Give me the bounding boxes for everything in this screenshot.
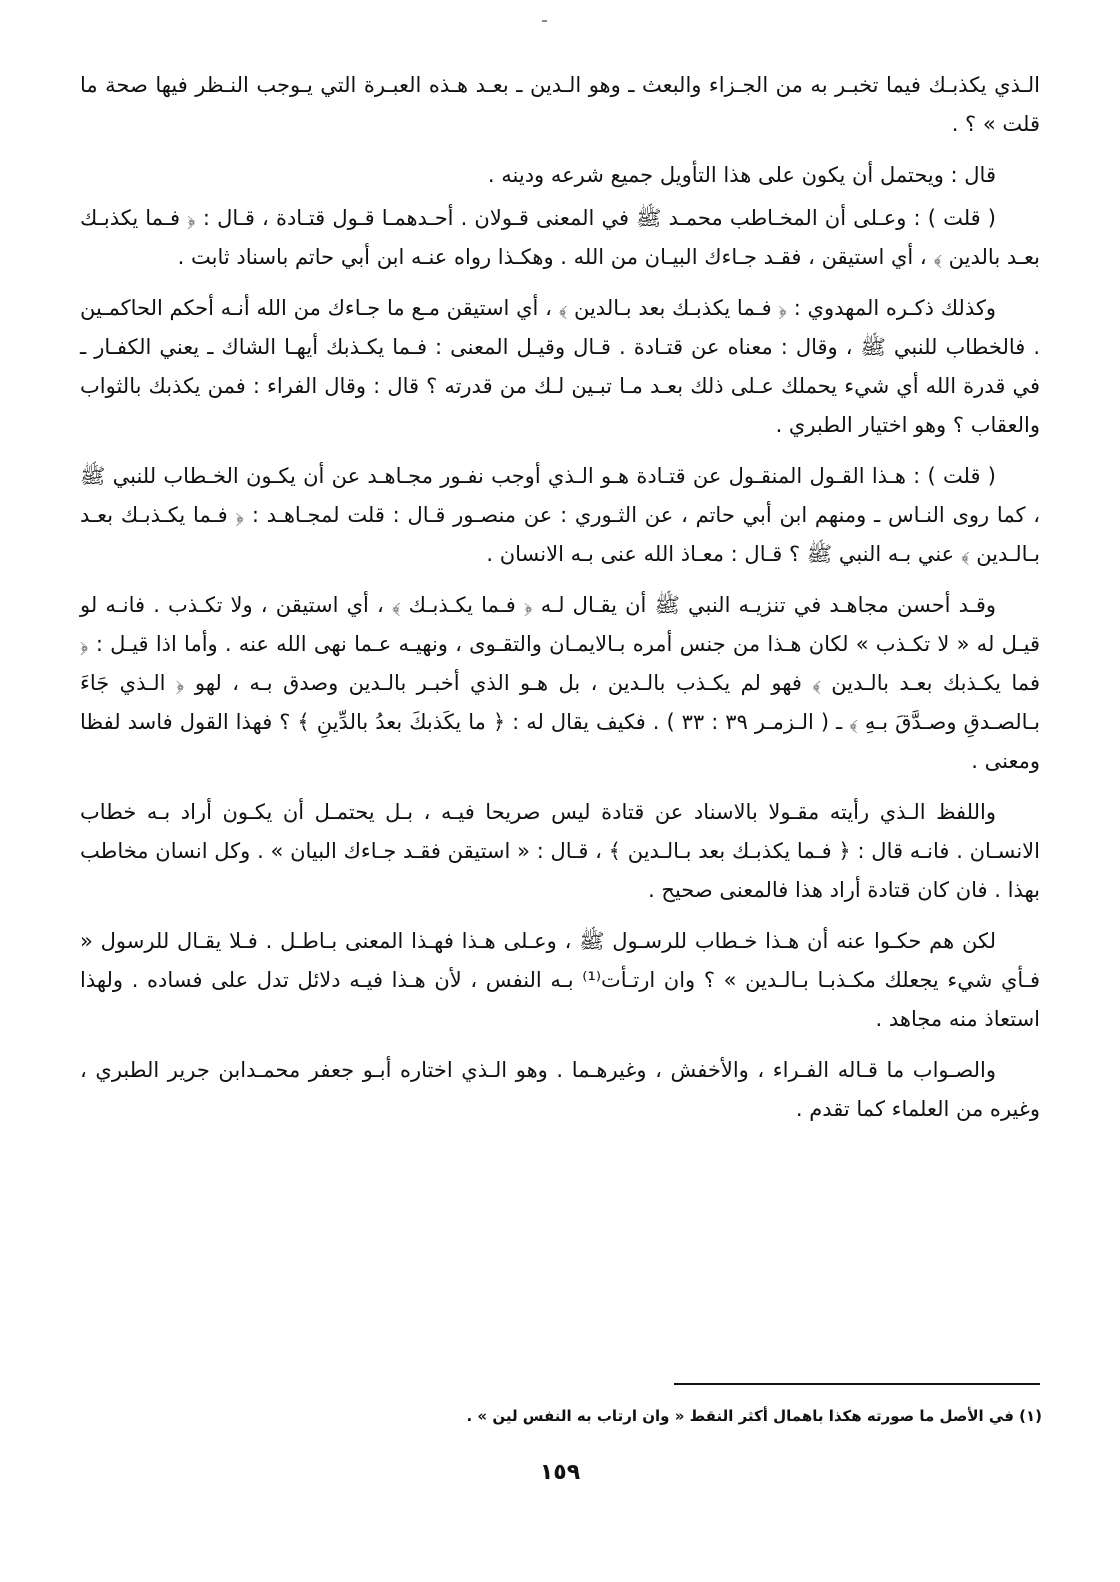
paragraph-5: ( قلت ) : هـذا القـول المنقـول عن قتـادة هـو الـذي أوجب نفـور مجـاهـد عن أن يكـون الخـطاب للنبي ﷺ ، كما روى النـاس ـ ومنهم ابن أبي حاتم ، عن الثـوري : عن منصـور قـال : قلت لمجـاهـد : ﴿ فـما يكـذبـك بعـد بـالـدين ﴾ عني بـه النبي ﷺ ؟ قـال : معـاذ الله عنى بـه الانسان . [80,464,1040,566]
footnote-1: (١) في الأصل ما صورته هكذا باهمال أكثر النقط « وان ارتاب به النفس لين » . [466,1407,1042,1425]
paragraph-4: وكذلك ذكـره المهدوي : ﴿ فـما يكذبـك بعد بـالدين ﴾ ، أي استيقن مـع ما جـاءك من الله أنـه أحكم الحاكمـين . فالخطاب للنبي ﷺ ، وقال : معناه عن قتـادة . قـال وقيـل المعنى : فـما يكـذبك أيهـا الشاك ـ يعني الكفـار ـ في قدرة الله أي شيء يحملك عـلى ذلك بعـد مـا تبـين لـك من قدرته ؟ قال : وقال الفراء : فمن يكذبك بالثواب والعقاب ؟ وهو اختيار الطبري . [80,296,1040,437]
paragraph-2: قال : ويحتمل أن يكون على هذا التأويل جميع شرعه ودينه . [487,163,996,187]
footnote-separator [674,1383,1040,1385]
paragraph-6: وقـد أحسن مجاهـد في تنزيـه النبي ﷺ أن يقـال لـه ﴿ فـما يكـذبـك ﴾ ، أي استيقن ، ولا تكـذب . فانـه لو قيـل له « لا تكـذب » لكان هـذا من جنس أمره بـالايمـان والتقـوى ، ونهيـه عـما نهى الله عنه . وأما اذا قيـل : ﴿ فما يكـذبك بعـد بالـدين ﴾ فهو لم يكـذب بالـدين ، بل هـو الذي أخبـر بالـدين وصدق بـه ، لهو ﴿ الـذي جَاءَ بـالصـدقِ وصـدَّقَ بـهِ ﴾ ـ ( الـزمـر ٣٩ : ٣٣ ) . فكيف يقال له : ﴿ ما يكَذبكَ بعدُ بالدِّينِ ﴾ ؟ فهذا القول فاسد لفظا ومعنى . [80,593,1040,773]
paragraph-3: ( قلت ) : وعـلى أن المخـاطب محمـد ﷺ في المعنى قـولان . أحـدهمـا قـول قتـادة ، قـال : ﴿ فـما يكذبـك بعـد بالدين ﴾ ، أي استيقن ، فقـد جـاءك البيـان من الله . وهكـذا رواه عنـه ابن أبي حاتم باسناد ثابت . [80,206,1040,269]
paragraph-8: لكن هم حكـوا عنه أن هـذا خـطاب للرسـول ﷺ ، وعـلى هـذا فهـذا المعنى بـاطـل . فـلا يقـال للرسول « فـأي شيء يجعلك مكـذبـا بـالـدين » ؟ وان ارتـأت⁽¹⁾ بـه النفس ، لأن هـذا فيـه دلائل تدل على فساده . ولهذا استعاذ منه مجاهد . [80,929,1040,1031]
paragraph-1: الـذي يكذبـك فيما تخبـر به من الجـزاء والبعث ـ وهو الـدين ـ بعـد هـذه العبـرة التي يـوجب النـظر فيها صحة ما قلت » ؟ . [80,73,1040,136]
page-number: ١٥٩ [539,1460,581,1485]
paragraph-7: واللفظ الـذي رأيته مقـولا بالاسناد عن قتادة ليس صريحا فيـه ، بـل يحتمـل أن يكـون أراد بـه خطاب الانسـان . فانـه قال : ﴿ فـما يكذبـك بعد بـالـدين ﴾ ، قـال : « استيقن فقـد جـاءك البيان » . وكل انسان مخاطب بهذا . فان كان قتادة أراد هذا فالمعنى صحيح . [80,800,1040,902]
paragraph-9: والصـواب ما قـاله الفـراء ، والأخفش ، وغيرهـما . وهو الـذي اختاره أبـو جعفر محمـدابن جرير الطبري ، وغيره من العلماء كما تقدم . [80,1058,1040,1121]
page-body [80,66,1040,1141]
scan-speck [542,20,547,22]
